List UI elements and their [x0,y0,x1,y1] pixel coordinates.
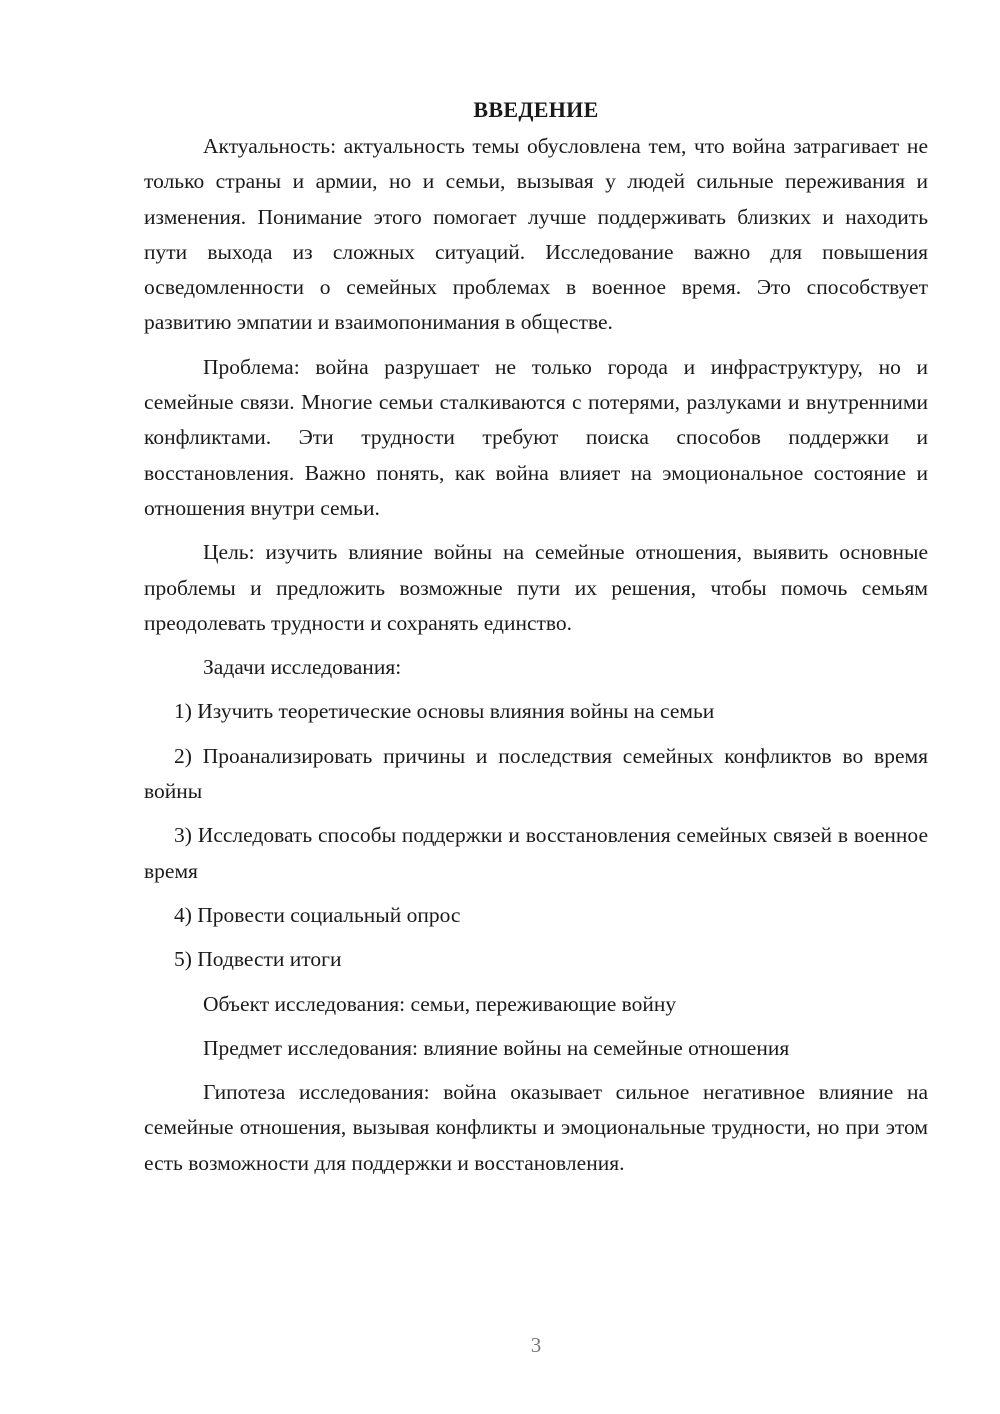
page-title: ВВЕДЕНИЕ [473,97,599,122]
document-page [144,92,928,1190]
paragraph-problem: Проблема: война разрушает не только города и инфраструктуру, но и семейные связи. Многие семьи сталкиваются с потерями, разлуками и внутренними конфликтами. Эти трудности требуют поиска способов поддержки и восстановления. Важно понять, как война влияет на эмоциональное состояние и отношения внутри семьи. [144,354,928,520]
paragraph-relevance: Актуальность: актуальность темы обусловлена тем, что война затрагивает не только страны и армии, но и семьи, вызывая у людей сильные переживания и изменения. Понимание этого помогает лучше поддерживать близких и находить пути выхода из сложных ситуаций. Исследование важно для повышения осведомленности о семейных проблемах в военное время. Это способствует развитию эмпатии и взаимопонимания в обществе. [144,134,928,335]
paragraph-hypothesis: Гипотеза исследования: война оказывает сильное негативное влияние на семейные отношения, вызывая конфликты и эмоциональные трудности, но при этом есть возможности для поддержки и восстановления. [144,1080,928,1175]
task-item-1: 1) Изучить теоретические основы влияния войны на семьи [174,699,715,724]
tasks-heading: Задачи исследования: [203,655,402,680]
task-item-4: 4) Провести социальный опрос [174,902,461,927]
paragraph-object: Объект исследования: семьи, переживающие войну [203,991,677,1016]
task-item-3: 3) Исследовать способы поддержки и восстановления семейных связей в военное время [144,823,928,883]
task-item-5: 5) Подвести итоги [174,947,342,972]
paragraph-subject: Предмет исследования: влияние войны на семейные отношения [203,1035,790,1060]
paragraph-goal: Цель: изучить влияние войны на семейные отношения, выявить основные проблемы и предложить возможные пути их решения, чтобы помочь семьям преодолевать трудности и сохранять единство. [144,540,928,635]
task-item-2: 2) Проанализировать причины и последствия семейных конфликтов во время войны [144,743,928,804]
page-number: 3 [530,1333,542,1357]
